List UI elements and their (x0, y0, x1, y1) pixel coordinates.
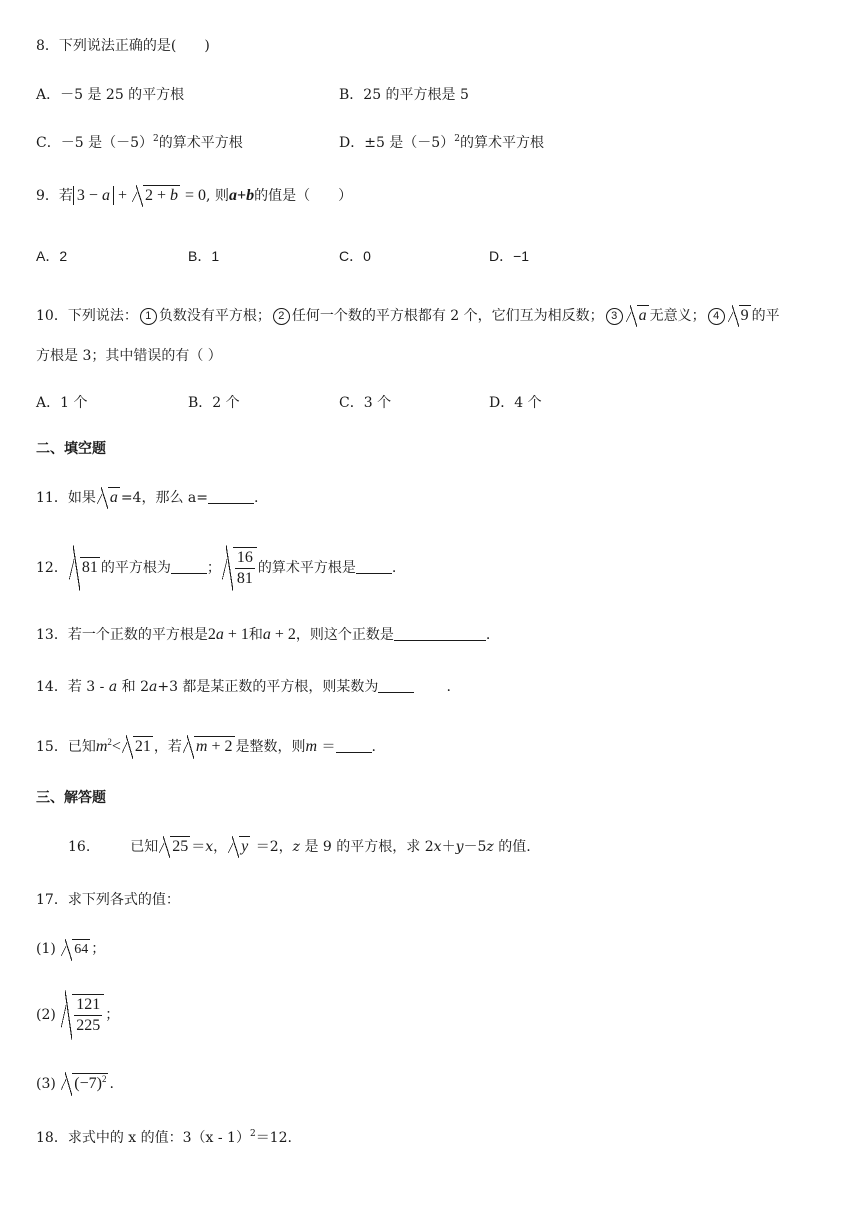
answer-blank (378, 679, 414, 693)
q9-option-b: B．1 (188, 248, 220, 264)
question-9-stem: 9．若 3 − a + 2 + b = 0, 则a+b的值是（ ） (36, 185, 352, 207)
q9-option-a: A．2 (36, 248, 68, 264)
question-11: 11．如果 a =4，那么 a= . (36, 487, 258, 509)
question-15: 15．已知$m^2< 21$ ，若 m + 2 是整数，则m ＝ . (36, 735, 376, 759)
q8-option-a: A．－5 是 25 的平方根 (36, 87, 185, 103)
question-10-line2: 方根是 3；其中错误的有（ ） (36, 348, 222, 364)
q8-option-d: D．±5 是$(-5)^2$的算术平方根 (339, 134, 544, 151)
question-8-stem: 8．下列说法正确的是( ) (36, 38, 210, 54)
question-13: 13．若一个正数的平方根是2a + 1和a + 2，则这个正数是 . (36, 626, 491, 643)
section-answer-heading: 三、解答题 (36, 789, 106, 805)
q17-item-3: (3) $(-7)^2$ . (36, 1072, 114, 1096)
q8-option-b: B．25 的平方根是 5 (339, 87, 469, 103)
q10-option-c: C．3 个 (339, 395, 392, 411)
q10-option-d: D．4 个 (489, 395, 542, 411)
circled-1: 1 (140, 308, 157, 325)
question-16: 16. 已知 25 ＝x， y ＝2，z 是 9 的平方根，求 2x＋y－5z 的值. (68, 836, 531, 858)
q9-option-c: C．0 (339, 248, 371, 264)
question-18: 18．求式中的 x 的值：3（x - 1）$^2$＝12. (36, 1129, 292, 1146)
question-12: 12． 81 的平方根为 ； $\frac{16}{81}$ 的算术平方根是 . (36, 545, 396, 591)
q9-expression: a (228, 187, 237, 204)
question-17-stem: 17．求下列各式的值： (36, 892, 180, 908)
answer-blank (336, 739, 372, 753)
answer-blank (208, 490, 254, 504)
q17-item-1: (1) 64 ； (36, 938, 105, 961)
section-fill-in-blank-heading: 二、填空题 (36, 440, 106, 456)
q10-option-b: B．2 个 (188, 395, 240, 411)
question-14: 14．若 3 - a 和 2a+3 都是某正数的平方根，则某数为 . (36, 679, 451, 695)
answer-blank (356, 560, 392, 574)
circled-3: 3 (606, 308, 623, 325)
q9-option-d: D．−1 (489, 248, 530, 264)
question-10-line1: 10．下列说法： 1 负数没有平方根； 2 任何一个数的平方根都有 2 个，它们互为相反数； 3 a 无意义； 4 9 的平 (36, 305, 780, 327)
q9-equation: 3 − a + 2 + b = 0 (73, 187, 206, 204)
q8-option-c: C．－5 是$(-5)^2$的算术平方根 (36, 134, 243, 151)
q10-option-a: A．1 个 (36, 395, 88, 411)
circled-4: 4 (708, 308, 725, 325)
answer-blank (171, 560, 207, 574)
q17-item-2: (2) $\frac{121}{225}$ ； (36, 990, 119, 1040)
answer-blank (394, 627, 486, 641)
circled-2: 2 (273, 308, 290, 325)
